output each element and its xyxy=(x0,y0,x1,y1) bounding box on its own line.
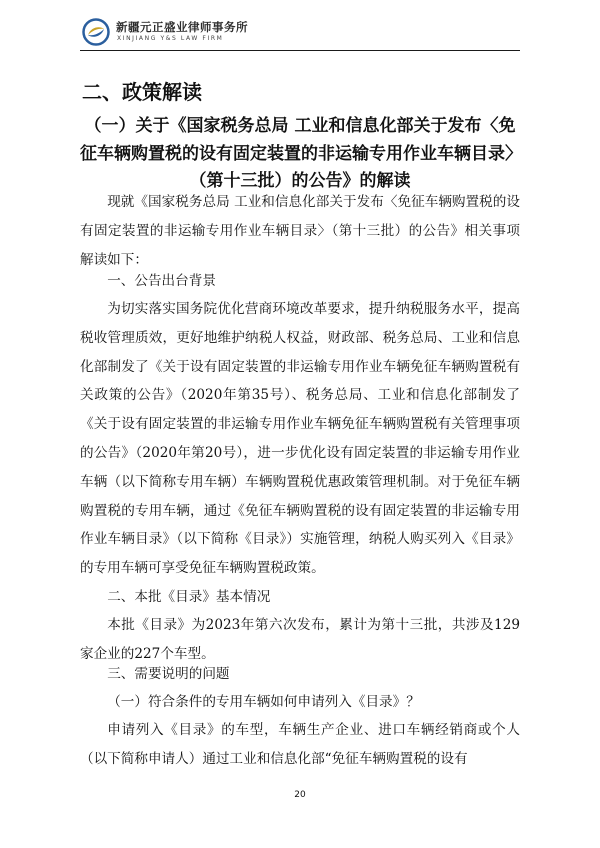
firm-name-en: XINJIANG Y&S LAW FIRM xyxy=(117,35,224,42)
heading-basic-info: 二、本批《目录》基本情况 xyxy=(107,589,271,605)
apply-paragraph: 申请列入《目录》的车型，车辆生产企业、进口车辆经销商或个人（以下简称申请人）通过工业和信息化部“免征车辆购置税的设有 xyxy=(80,722,520,767)
article-title-line-2: 征车辆购置税的设有固定装置的非运输专用作业车辆目录〉 xyxy=(80,144,522,164)
article-title-line-1: （一）关于《国家税务总局 工业和信息化部关于发布〈免 xyxy=(84,116,516,136)
article-title-line-3: （第十三批）的公告》的解读 xyxy=(189,171,411,191)
page-number: 20 xyxy=(294,790,306,800)
sub-heading-apply: （一）符合条件的专用车辆如何申请列入《目录》？ xyxy=(107,694,420,710)
page-header xyxy=(82,16,522,50)
header-divider xyxy=(80,50,520,51)
firm-name-cn: 新疆元正盛业律师事务所 xyxy=(116,20,248,34)
section-title: 二、政策解读 xyxy=(82,80,202,104)
heading-background: 一、公告出台背景 xyxy=(107,273,216,289)
background-paragraph: 为切实落实国务院优化营商环境改革要求，提升纳税服务水平，提高税收管理质效，更好地维护纳税人权益，财政部、税务总局、工业和信息化部制发了《关于设有固定装置的非运输专用作业车辆免征车辆购置税有关政策的公告》（2020年第35号）、税务总局、工业和信息化部制发了《关于设有固定装置的非运输专用作业车辆免征车辆购置税有关管理事项的公告》（2020年第20号），进一步优化设有固定装置的非运输专用作业车辆（以下简称专用车辆）车辆购置税优惠政策管理机制。对于免征车辆购置税的专用车辆，通过《免征车辆购置税的设有固定装置的非运输专用作业车辆目录》（以下简称《目录》）实施管理，纳税人购买列入《目录》的专用车辆可享受免征车辆购置税政策。 xyxy=(80,301,520,577)
heading-issues: 三、需要说明的问题 xyxy=(107,666,230,682)
basic-info-paragraph: 本批《目录》为2023年第六次发布，累计为第十三批，共涉及129家企业的227个车型。 xyxy=(80,617,520,662)
intro-paragraph: 现就《国家税务总局 工业和信息化部关于发布〈免征车辆购置税的设有固定装置的非运输专用作业车辆目录〉（第十三批）的公告》相关事项解读如下： xyxy=(80,194,520,268)
firm-logo-icon xyxy=(82,18,110,46)
